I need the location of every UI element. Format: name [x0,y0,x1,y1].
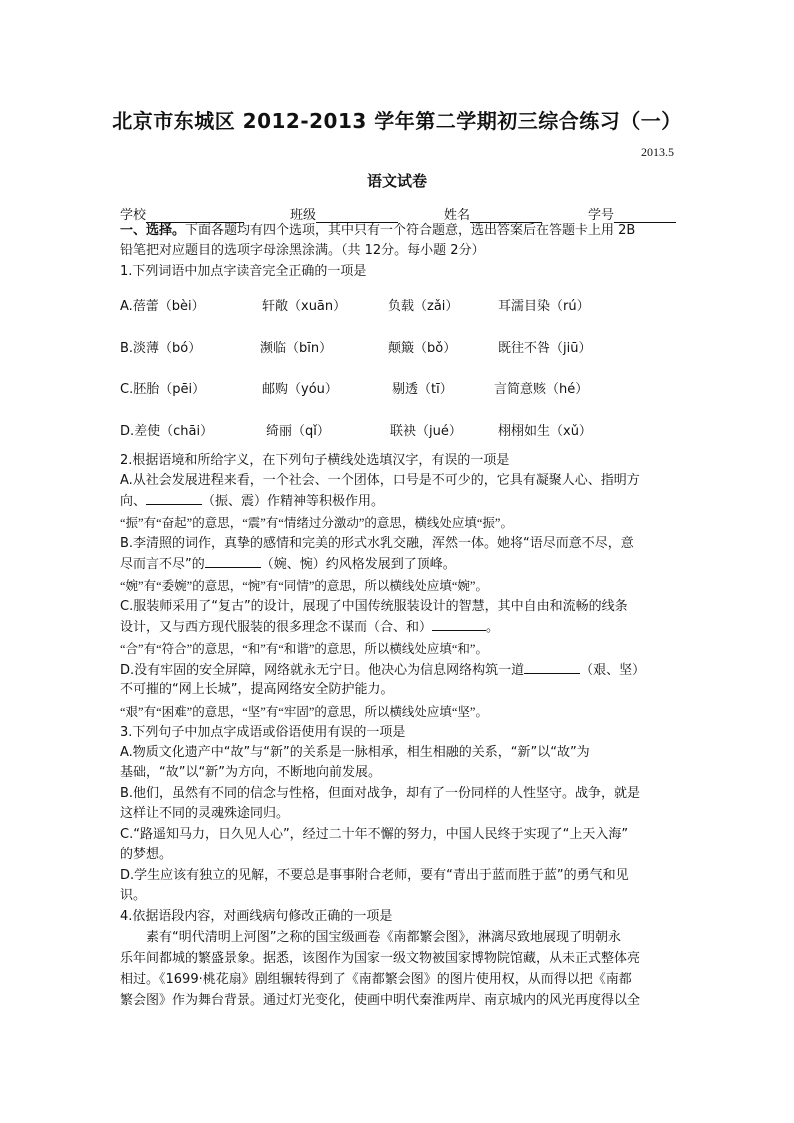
q2-option-c-explanation: “合”有“符合”的意思，“和”有“和谐”的意思，所以横线处应填“和”。 [120,642,488,656]
q2-a-blank [146,492,202,505]
q3-option-a-line2: 基础，“故”以“新”为方向，不断地向前发展。 [120,765,381,780]
q2-option-b-line2: 尽而言不尽”的 （婉、惋）约风格发展到了顶峰。 [120,557,456,572]
student-info-row [120,204,676,223]
q2-d-blank [524,661,580,674]
q4-stem: 4.依据语段内容，对画线病句修改正确的一项是 [120,909,393,924]
school-label: 学校 [120,208,147,223]
student-number-label: 学号 [587,208,614,223]
q3-option-b-line2: 这样让不同的灵魂殊途同归。 [120,806,290,821]
name-field [444,204,542,223]
q3-option-b-line1: B.他们，虽然有不同的信念与性格，但面对战争，却有了一份同样的人性坚守。战争，就是 [120,786,641,801]
q2-option-d-explanation: “艰”有“困难”的意思，“坚”有“牢固”的意思，所以横线处应填“坚”。 [120,705,488,719]
q4-passage-line4: 繁会图》作为舞台背景。通过灯光变化，使画中明代秦淮两岸、南京城内的风光再度得以全 [120,993,641,1008]
section1-heading: 一、选择。 [120,223,186,238]
q4-passage-line2: 乐年间都城的繁盛景象。据悉，该图作为国家一级文物被国家博物院馆藏，从未正式整体亮 [120,951,641,966]
q1-stem: 1.下列词语中加点字读音完全正确的一项是 [120,264,367,279]
q2-option-c-line2: 设计，又与西方现代服装的很多理念不谋而（合、和） 。 [120,620,500,635]
class-blank [316,208,398,223]
class-field [290,204,398,223]
school-blank [146,208,244,223]
exam-subtitle: 语文试卷 [366,172,427,190]
section1-instruction-line1: 一、选择。下面各题均有四个选项，其中只有一个符合题意，选出答案后在答题卡上用 2B [120,223,636,238]
q3-option-a-line1: A.物质文化遗产中“故”与“新”的关系是一脉相承，相生相融的关系，“新”以“故”为 [120,745,590,760]
q3-option-c-line1: C.“路遥知马力，日久见人心”，经过二十年不懈的努力，中国人民终于实现了“上天入海” [120,827,629,842]
section1-instruction-line2: 铅笔把对应题目的选项字母涂黑涂满。（共 12分。每小题 2分） [120,243,485,258]
q4-passage-line1: 素有“明代清明上河图”之称的国宝级画卷《南都繁会图》，淋漓尽致地展现了明朝永 [146,930,621,945]
q3-option-d-line1: D.学生应该有独立的见解，不要总是事事附合老师，要有“青出于蓝而胜于蓝”的勇气和见 [120,868,629,883]
student-number-field [588,204,676,223]
name-blank [470,208,542,223]
q2-stem: 2.根据语境和所给字义，在下列句子横线处选填汉字，有误的一项是 [120,453,510,468]
q2-option-b-explanation: “婉”有“委婉”的意思，“惋”有“同情”的意思，所以横线处应填“婉”。 [120,579,488,593]
q2-option-a-line2: 向、 （振、震）作精神等积极作用。 [120,494,385,509]
q2-b-blank [205,555,261,568]
name-label: 姓名 [443,208,470,223]
q2-option-d-line2: 不可摧的“网上长城”，提高网络安全防护能力。 [120,682,394,697]
q3-option-c-line2: 的梦想。 [120,847,173,862]
q2-option-a-explanation: “振”有“奋起”的意思，“震”有“情绪过分激动”的意思，横线处应填“振”。 [120,516,513,530]
q2-option-b-line1: B.李清照的词作，真挚的感情和完美的形式水乳交融，浑然一体。她将“语尽而意不尽，意 [120,536,634,551]
school-field [120,204,244,223]
exam-date: 2013.5 [641,145,674,159]
q3-stem: 3.下列句子中加点字成语或俗语使用有误的一项是 [120,725,406,740]
q2-c-blank [432,618,486,631]
exam-title: 北京市东城区 2012-2013 学年第二学期初三综合练习（一） [112,109,682,133]
class-label: 班级 [289,208,316,223]
q2-option-c-line1: C.服装师采用了“复古”的设计，展现了中国传统服装设计的智慧，其中自由和流畅的线条 [120,599,628,614]
q4-passage-line3: 相过。《1699·桃花扇》剧组辗转得到了《南都繁会图》的图片使用权，从而得以把《南都 [120,972,632,987]
q2-option-d-line1: D.没有牢固的安全屏障，网络就永无宁日。他决心为信息网络构筑一道 （艰、坚） [120,663,646,678]
exam-page: 北京市东城区 2012-2013 学年第二学期初三综合练习（一） 2013.5 语文试卷 学校 班级 姓名 学号 一、选择。下面各题均有四个选项，其中只有一个符合题意，选出答案后在答题卡上用 2B 铅笔把对应题目的选项字母涂黑涂满。（共 12分。每小题 2分） 1.下列词语中加点字读音完全正确的一项是 A.蓓蕾（bèi） 轩敞（xuān） 负载（zǎi） 耳濡目染（rú） B.淡薄（bó） 濒临（bīn） 颠簸（bǒ） 既往不咎（jiū） C.胚胎（pēi） 邮购（yóu） 剔透（tī） 言简意赅（hé） D.差使（chāi） 绮丽（qǐ） 联袂（jué） 栩栩如生（xǔ） 2.根据语境和所给字义，在下列句子横线处选填汉字，有误的一项是 A.从社会发展进程来看，一个社会、一个团体，口号是不可少的，它具有凝聚人心、指明方 向、 （振、震）作精神等积极作用。 “振”有“奋起”的意思，“震”有“情绪过分激动”的意思，横线处应填“振”。 B.李清照的词作，真挚的感情和完美的形式水乳交融，浑然一体。她将“语尽而意不尽，意 尽而言不尽”的 （婉、惋）约风格发展到了顶峰。 “婉”有“委婉”的意思，“惋”有“同情”的意思，所以横线处应填“婉”。 C.服装师采用了“复古”的设计，展现了中国传统服装设计的智慧，其中自由和流畅的线条 设计，又与西方现代服装的很多理念不谋而（合、和） 。 “合”有“符合”的意思，“和”有“和谐”的意思，所以横线处应填“和”。 D.没有牢固的安全屏障，网络就永无宁日。他决心为信息网络构筑一道 （艰、坚） 不可摧的“网上长城”，提高网络安全防护能力。 “艰”有“困难”的意思，“坚”有“牢固”的意思，所以横线处应填“坚”。 3.下列句子中加点字成语或俗语使用有误的一项是 A.物质文化遗产中“故”与“新”的关系是一脉相承，相生相融的关系，“新”以“故”为 基础，“故”以“新”为方向，不断地向前发展。 B.他们，虽然有不同的信念与性格，但面对战争，却有了一份同样的人性坚守。战争，就是 这样让不同的灵魂殊途同归。 C.“路遥知马力，日久见人心”，经过二十年不懈的努力，中国人民终于实现了“上天入海” 的梦想。 D.学生应该有独立的见解，不要总是事事附合老师，要有“青出于蓝而胜于蓝”的勇气和见 识。 4.依据语段内容，对画线病句修改正确的一项是 素有“明代清明上河图”之称的国宝级画卷《南都繁会图》，淋漓尽致地展现了明朝永 乐年间都城的繁盛景象。据悉，该图作为国家一级文物被国家博物院馆藏，从未正式整体亮 相过。《1699·桃花扇》剧组辗转得到了《南都繁会图》的图片使用权，从而得以把《南都 繁会图》作为舞台背景。通过灯光变化，使画中明代秦淮两岸、南京城内的风光再度得以全 [0,0,794,1123]
q3-option-d-line2: 识。 [120,888,147,903]
q2-option-a-line1: A.从社会发展进程来看，一个社会、一个团体，口号是不可少的，它具有凝聚人心、指明方 [120,473,640,488]
student-number-blank [614,208,676,223]
